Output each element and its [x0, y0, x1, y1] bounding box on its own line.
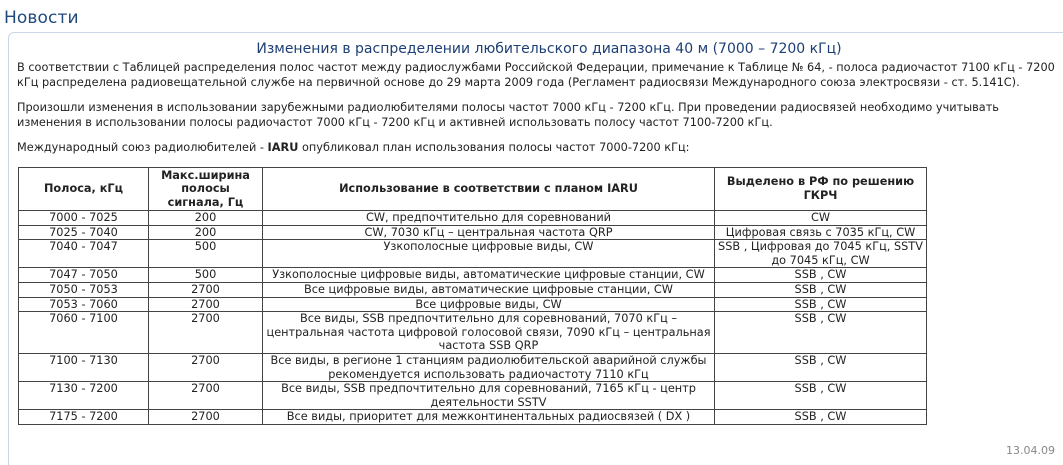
paragraph-3-lead: Международный союз радиолюбителей - — [17, 141, 268, 154]
header-max-width: Макс.ширина полосы сигнала, Гц — [149, 168, 263, 211]
cell-usage: Все виды, в регионе 1 станциям радиолюбительской аварийной службы рекомендуется использовать радиочастоту 7110 кГц — [263, 353, 715, 381]
cell-band: 7040 - 7047 — [19, 240, 149, 268]
cell-allocation: SSB , CW — [715, 282, 927, 297]
table-row — [19, 410, 927, 425]
cell-max-width: 2700 — [149, 297, 263, 312]
paragraph-3-tail: опубликовал план использования полосы частот 7000-7200 кГц: — [298, 141, 690, 154]
header-usage: Использование в соответствии с планом IARU — [263, 168, 715, 211]
cell-allocation: SSB , CW — [715, 268, 927, 283]
iaru-label: IARU — [267, 141, 299, 154]
table-body — [19, 211, 927, 425]
news-box — [8, 32, 1063, 465]
cell-max-width: 2700 — [149, 282, 263, 297]
cell-band: 7100 - 7130 — [19, 353, 149, 381]
table-row — [19, 312, 927, 354]
cell-usage: Все цифровые виды, автоматические цифровые станции, CW — [263, 282, 715, 297]
header-allocation: Выделено в РФ по решению ГКРЧ — [715, 168, 927, 211]
table-row — [19, 297, 927, 312]
cell-band: 7175 - 7200 — [19, 410, 149, 425]
cell-allocation: SSB , CW — [715, 297, 927, 312]
cell-band: 7060 - 7100 — [19, 312, 149, 354]
cell-max-width: 2700 — [149, 353, 263, 381]
cell-max-width: 2700 — [149, 382, 263, 410]
cell-allocation: SSB , CW — [715, 382, 927, 410]
cell-allocation: Цифровая связь с 7035 кГц, CW — [715, 225, 927, 240]
table-row — [19, 240, 927, 268]
header-band: Полоса, кГц — [19, 168, 149, 211]
cell-band: 7000 - 7025 — [19, 211, 149, 226]
cell-band: 7025 - 7040 — [19, 225, 149, 240]
cell-max-width: 200 — [149, 225, 263, 240]
cell-band: 7053 - 7060 — [19, 297, 149, 312]
section-title: Новости — [4, 8, 79, 28]
cell-usage: CW, 7030 кГц – центральная частота QRP — [263, 225, 715, 240]
cell-band: 7047 - 7050 — [19, 268, 149, 283]
table-row — [19, 225, 927, 240]
table-row — [19, 353, 927, 381]
news-paragraph-2: Произошли изменения в использовании зарубежными радиолюбителями полосы частот 7000 кГц - 7200 кГц. При проведении радиосвязей необходимо учитывать изменения в использовании полосы радиочастот 7000 кГц - 7200 кГц и активней использовать полосу частот 7100-7200 кГц. — [17, 101, 999, 129]
cell-usage: Все виды, приоритет для межконтинентальных радиосвязей ( DX ) — [263, 410, 715, 425]
cell-allocation: SSB , CW — [715, 312, 927, 354]
cell-usage: Все виды, SSB предпочтительно для соревнований, 7165 кГц - центр деятельности SSTV — [263, 382, 715, 410]
news-paragraph-1: В соответствии с Таблицей распределения полос частот между радиослужбами Российской Федерации, примечание к Таблице № 64, - полоса радиочастот 7100 кГц - 7200 кГц распределена радиовещательной службе на первичной основе до 29 марта 2009 года (Регламент радиосвязи Международного союза электросвязи - ст. 5.141С). — [17, 61, 1055, 89]
cell-allocation: SSB , CW — [715, 353, 927, 381]
news-date: 13.04.09 — [1006, 444, 1055, 457]
table-row — [19, 382, 927, 410]
cell-max-width: 200 — [149, 211, 263, 226]
cell-usage: Узкополосные цифровые виды, автоматические цифровые станции, CW — [263, 268, 715, 283]
cell-max-width: 2700 — [149, 410, 263, 425]
cell-max-width: 500 — [149, 268, 263, 283]
frequency-plan-table — [18, 167, 927, 425]
cell-allocation: SSB , CW — [715, 410, 927, 425]
cell-usage: Все виды, SSB предпочтительно для соревнований, 7070 кГц – центральная частота цифровой голосовой связи, 7090 кГц – центральная частота SSB QRP — [263, 312, 715, 354]
table-row — [19, 282, 927, 297]
cell-max-width: 500 — [149, 240, 263, 268]
news-heading: Изменения в распределении любительского диапазона 40 м (7000 – 7200 кГц) — [256, 41, 842, 57]
cell-band: 7050 - 7053 — [19, 282, 149, 297]
cell-band: 7130 - 7200 — [19, 382, 149, 410]
cell-allocation: CW — [715, 211, 927, 226]
table-row — [19, 268, 927, 283]
table-header-row — [19, 168, 927, 211]
news-paragraph-3 — [17, 140, 1062, 155]
cell-allocation: SSB , Цифровая до 7045 кГц, SSTV до 7045 кГц, CW — [715, 240, 927, 268]
table-row — [19, 211, 927, 226]
cell-usage: Узкополосные цифровые виды, CW — [263, 240, 715, 268]
cell-max-width: 2700 — [149, 312, 263, 354]
cell-usage: CW, предпочтительно для соревнований — [263, 211, 715, 226]
cell-usage: Все цифровые виды, CW — [263, 297, 715, 312]
